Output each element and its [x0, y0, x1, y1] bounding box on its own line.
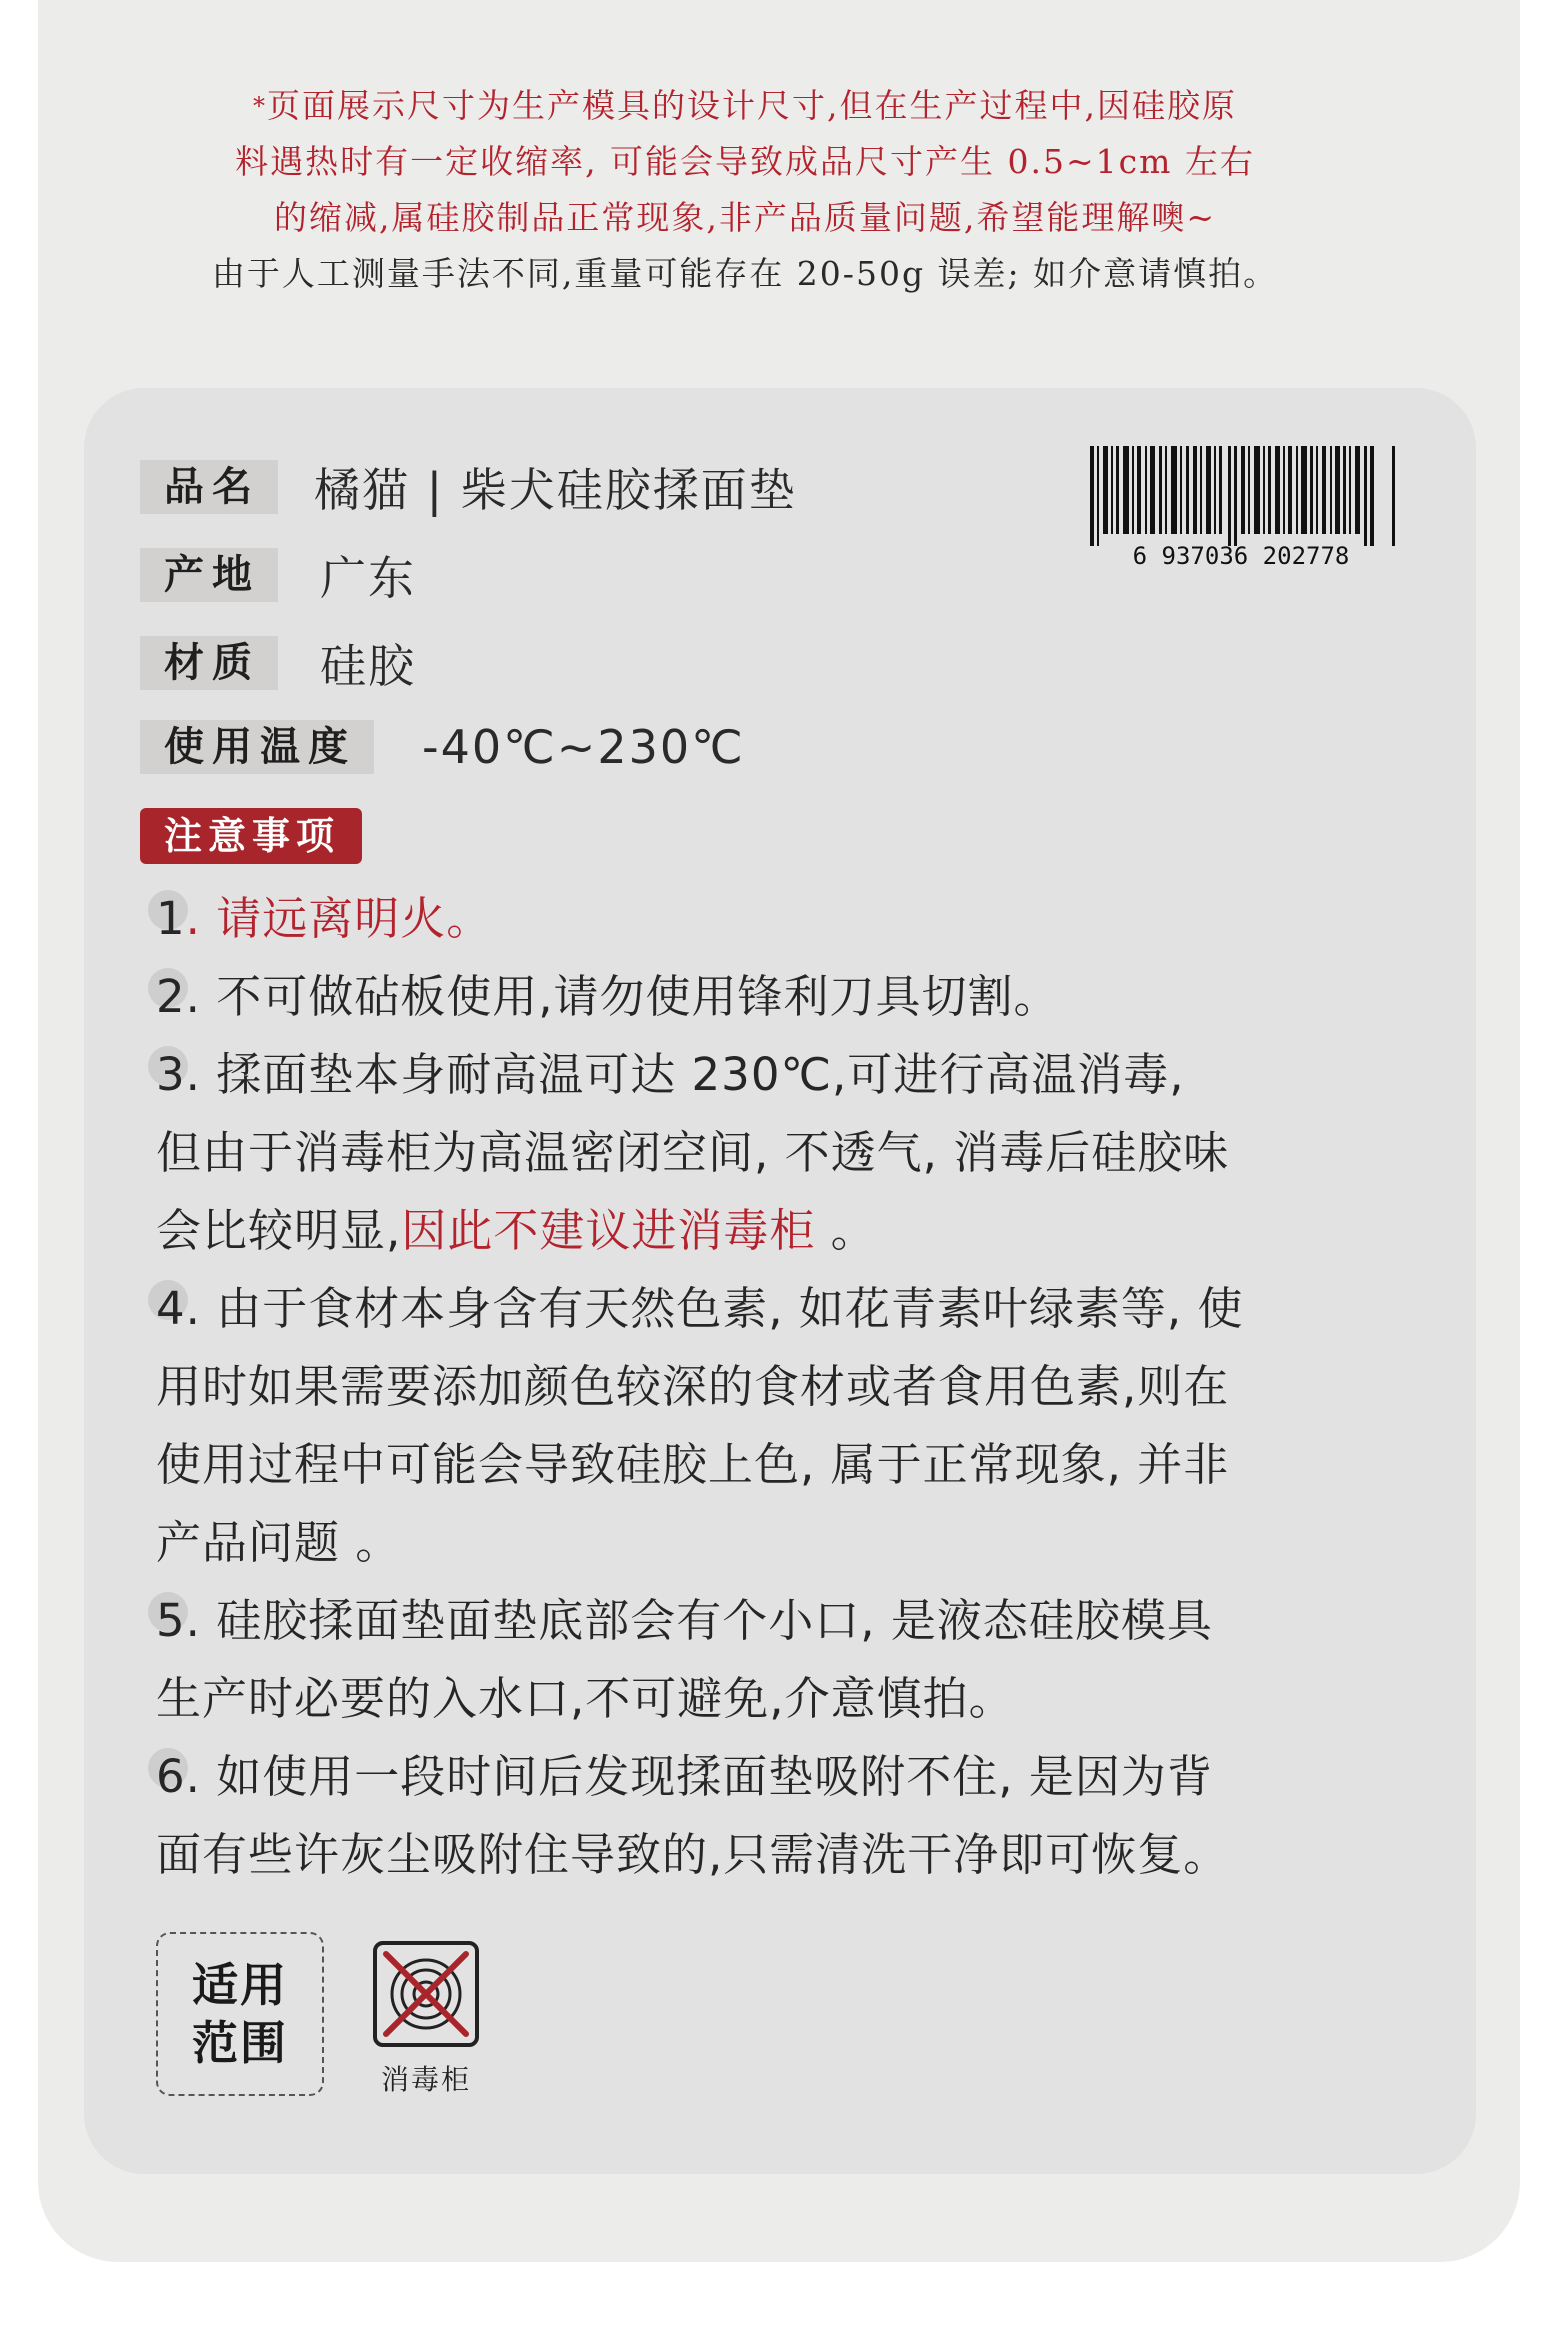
notice-item-number: 1 [156, 880, 186, 958]
notice-item-2 [156, 958, 1416, 1036]
notice-item-text: 会比较明显, [156, 1204, 402, 1257]
product-name-label: 品名 [140, 460, 278, 514]
notice-item-number: 5 [156, 1582, 186, 1660]
barcode-bars [1090, 446, 1395, 546]
notice-item-text: 用时如果需要添加颜色较深的食材或者食用色素,则在 [156, 1360, 1230, 1413]
notice-item-text: . 硅胶揉面垫面垫底部会有个小口, 是液态硅胶模具 [185, 1594, 1213, 1647]
barcode-digits: 6 937036 202778 [1132, 542, 1350, 566]
temperature-row [140, 720, 745, 774]
notice-item-1 [156, 880, 1416, 958]
notice-item-text: . 请远离明火。 [185, 892, 493, 945]
notice-item-3 [156, 1036, 1416, 1270]
notice-item-text: 。 [815, 1204, 877, 1257]
notice-item-text: 产品问题 。 [156, 1516, 402, 1569]
notice-item-5 [156, 1582, 1416, 1738]
scope-label-line-2: 范围 [192, 2016, 288, 2070]
material-row [140, 630, 416, 696]
notice-item-number: 4 [156, 1270, 186, 1348]
notice-list [156, 880, 1416, 1894]
origin-label: 产地 [140, 548, 278, 602]
cabinet-icon-label: 消毒柜 [380, 2063, 471, 2096]
disclaimer-line-4: 由于人工测量手法不同,重量可能存在 20-50g 误差; 如介意请慎拍。 [211, 254, 1279, 293]
no-disinfection-cabinet-icon [372, 1940, 480, 2048]
origin-value: 广东 [320, 551, 416, 605]
notice-item-text: . 揉面垫本身耐高温可达 230℃,可进行高温消毒, [185, 1048, 1185, 1101]
notice-item-text: 面有些许灰尘吸附住导致的,只需清洗干净即可恢复。 [156, 1828, 1230, 1881]
size-disclaimer [90, 78, 1400, 302]
applicable-scope-box [156, 1932, 324, 2096]
notice-item-text: 但由于消毒柜为高温密闭空间, 不透气, 消毒后硅胶味 [156, 1126, 1230, 1179]
disclaimer-line-2: 料遇热时有一定收缩率, 可能会导致成品尺寸产生 0.5~1cm 左右 [235, 142, 1255, 181]
origin-row [140, 542, 416, 608]
disclaimer-star: * [253, 92, 267, 120]
notice-item-number: 3 [156, 1036, 186, 1114]
scope-label-line-1: 适用 [192, 1958, 288, 2012]
notice-item-text: . 由于食材本身含有天然色素, 如花青素叶绿素等, 使 [185, 1282, 1244, 1335]
notice-item-text: . 如使用一段时间后发现揉面垫吸附不住, 是因为背 [185, 1750, 1213, 1803]
temperature-value: -40℃~230℃ [422, 720, 745, 774]
material-label: 材质 [140, 636, 278, 690]
material-value: 硅胶 [320, 639, 416, 693]
notice-title-tag: 注意事项 [140, 808, 362, 864]
product-name-row [140, 454, 797, 520]
notice-item-text: 使用过程中可能会导致硅胶上色, 属于正常现象, 并非 [156, 1438, 1230, 1491]
barcode [1076, 446, 1406, 566]
notice-item-text: . 不可做砧板使用,请勿使用锋利刀具切割。 [185, 970, 1060, 1023]
notice-item-number: 6 [156, 1738, 186, 1816]
notice-item-number: 2 [156, 958, 186, 1036]
disclaimer-line-3: 的缩减,属硅胶制品正常现象,非产品质量问题,希望能理解噢~ [273, 198, 1217, 237]
notice-item-warning: 因此不建议进消毒柜 [401, 1204, 816, 1257]
notice-item-text: 生产时必要的入水口,不可避免,介意慎拍。 [156, 1672, 1015, 1725]
product-name-value: 橘猫 | 柴犬硅胶揉面垫 [314, 463, 797, 517]
disclaimer-line-1: 页面展示尺寸为生产模具的设计尺寸,但在生产过程中,因硅胶原 [267, 86, 1237, 125]
notice-item-6 [156, 1738, 1416, 1894]
temperature-label: 使用温度 [140, 720, 374, 774]
notice-item-4 [156, 1270, 1416, 1582]
